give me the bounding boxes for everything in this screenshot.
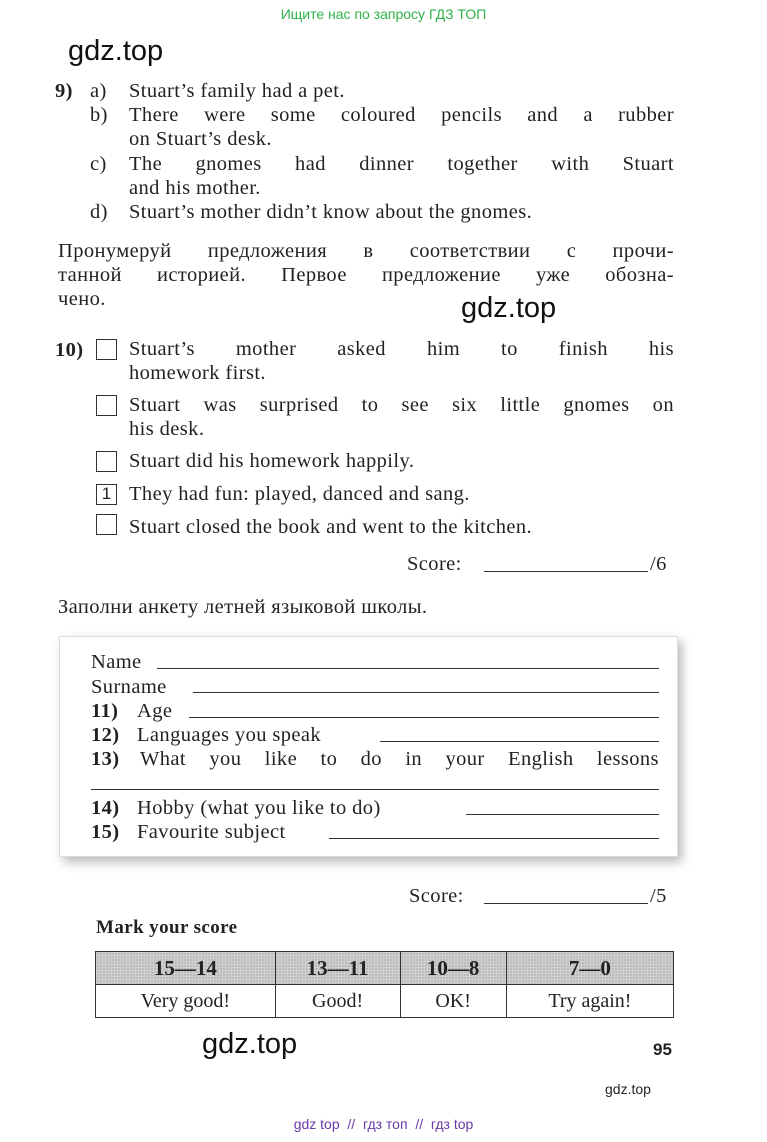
word: had [295,153,326,175]
q11-number: 11) [91,700,119,722]
instruction-order-line3: чено. [58,288,106,310]
watermark: gdz.top [68,35,164,67]
score-range-row [96,952,674,985]
score-max: /5 [650,885,667,907]
order-checkbox[interactable]: 1 [96,484,117,505]
word: предложение [381,264,501,286]
word: his [648,338,674,360]
word: с [566,240,577,262]
age-field[interactable] [189,717,659,718]
q9-item-c-line2: and his mother. [129,177,261,199]
word: Пронумеруй [58,240,172,262]
score-field[interactable] [484,903,648,904]
q12-number: 12) [91,724,120,746]
instruction-order-line1 [58,240,674,263]
score-range: 7—0 [506,952,673,985]
word: asked [337,338,386,360]
word: him [426,338,461,360]
word: to [320,748,338,770]
q10-item5: Stuart closed the book and went to the kitchen. [129,516,533,538]
word: rubber [618,104,674,126]
word: The [129,153,163,175]
word: Первое [281,264,347,286]
word: a [583,104,593,126]
name-field[interactable] [157,668,659,669]
word: little [500,394,541,416]
score-mark-row [96,985,674,1018]
word: lessons [596,748,659,770]
word: was [203,394,237,416]
q10-number: 10) [55,339,84,361]
q9-letter-d: d) [90,201,108,223]
order-checkbox[interactable] [96,339,117,360]
score-range: 10—8 [400,952,506,985]
word: предложения [207,240,328,262]
word: mother [235,338,297,360]
order-checkbox[interactable] [96,395,117,416]
order-checkbox[interactable] [96,451,117,472]
word: What [140,748,186,770]
word: gnomes [195,153,262,175]
score-label: Score: [409,885,464,907]
form-label-name: Name [91,651,142,673]
word: see [401,394,429,416]
score-max: /6 [650,553,667,575]
q10-item3: Stuart did his homework happily. [129,450,415,472]
score-field[interactable] [484,571,648,572]
small-watermark: gdz.top [605,1081,651,1097]
lessons-field[interactable] [91,789,659,790]
q13-number: 13) [91,748,120,770]
word: танной [58,264,122,286]
word: finish [558,338,608,360]
q9-letter-a: a) [90,80,107,102]
form-label-languages: Languages you speak [137,724,322,746]
q10-item1-line1 [129,338,674,361]
form-label-hobby: Hobby (what you like to do) [137,797,381,819]
word: прочи- [612,240,674,262]
word: в [363,240,374,262]
languages-field[interactable] [380,741,659,742]
word: do [360,748,382,770]
form-label-subject: Favourite subject [137,821,286,843]
word: with [551,153,590,175]
instruction-form: Заполни анкету летней языковой школы. [58,596,428,618]
instruction-order-line2 [58,264,674,287]
form-label-surname: Surname [91,676,167,698]
q9-item-d: Stuart’s mother didn’t know about the gnomes. [129,201,533,223]
word: to [361,394,379,416]
q9-letter-c: c) [90,153,107,175]
word: уже [535,264,571,286]
watermark: gdz.top [202,1028,298,1060]
q9-item-b-line2: on Stuart’s desk. [129,128,272,150]
word: six [452,394,478,416]
word: Stuart [129,394,181,416]
q14-number: 14) [91,797,120,819]
mark-title: Mark your score [96,917,238,938]
word: coloured [340,104,416,126]
word: and [527,104,559,126]
word: surprised [259,394,339,416]
q9-item-c-line1 [129,153,674,176]
surname-field[interactable] [193,692,659,693]
word: gnomes [563,394,630,416]
word: to [501,338,518,360]
q9-item-b-line1 [129,104,674,127]
score-mark: OK! [400,985,506,1018]
bottom-banner[interactable]: gdz top // гдз топ // гдз top [293,1116,474,1132]
score-range: 15—14 [96,952,276,985]
q9-item-a: Stuart’s family had a pet. [129,80,345,102]
subject-field[interactable] [329,838,659,839]
top-banner[interactable]: Ищите нас по запросу ГДЗ ТОП [280,6,487,22]
score-range: 13—11 [275,952,400,985]
q9-number: 9) [55,80,73,102]
order-checkbox[interactable] [96,514,117,535]
word: together [447,153,518,175]
word: in [405,748,423,770]
word: pencils [441,104,502,126]
form-label-lessons [140,748,659,771]
score-label: Score: [407,553,462,575]
watermark: gdz.top [461,292,557,324]
word: соответствии [409,240,531,262]
word: There [129,104,179,126]
word: were [204,104,246,126]
word: on [652,394,674,416]
score-mark: Good! [275,985,400,1018]
score-mark: Very good! [96,985,276,1018]
word: your [445,748,485,770]
q10-item2-line2: his desk. [129,418,205,440]
score-table [95,951,674,1018]
q15-number: 15) [91,821,120,843]
q9-letter-b: b) [90,104,108,126]
word: Stuart [622,153,674,175]
hobby-field[interactable] [466,814,659,815]
word: Stuart’s [129,338,195,360]
page-number: 95 [653,1040,672,1059]
word: like [264,748,298,770]
word: English [508,748,574,770]
word: обозна- [605,264,674,286]
q10-item4: They had fun: played, danced and sang. [129,483,470,505]
word: историей. [156,264,247,286]
form-label-age: Age [137,700,173,722]
q10-item1-line2: homework first. [129,362,266,384]
score-mark: Try again! [506,985,673,1018]
word: some [270,104,316,126]
word: you [209,748,242,770]
word: dinner [359,153,415,175]
q10-item2-line1 [129,394,674,417]
